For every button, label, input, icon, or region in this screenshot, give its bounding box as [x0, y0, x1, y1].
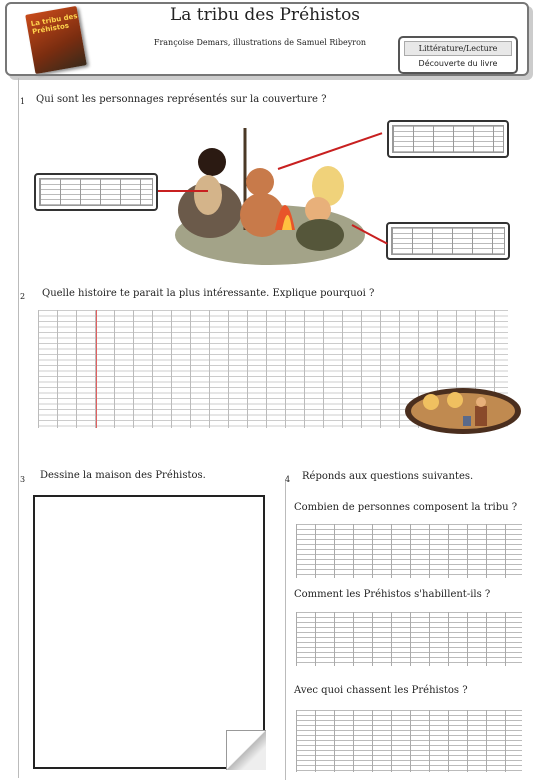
page-fold-corner	[226, 730, 266, 770]
drawing-box[interactable]	[33, 495, 265, 769]
question-1-text: Qui sont les personnages représentés sur la couverture ?	[36, 94, 327, 105]
page-subtitle: Françoise Demars, illustrations de Samuel Ribeyron	[153, 38, 367, 47]
sub-answer-lines-2[interactable]	[296, 612, 522, 666]
question-2-number: 2	[20, 292, 26, 301]
book-cover-image	[25, 6, 87, 74]
question-2-text: Quelle histoire te parait la plus intéressante. Explique pourquoi ?	[42, 288, 375, 299]
question-3-number: 3	[20, 475, 26, 484]
subject-tag	[398, 36, 518, 74]
question-4-number: 4	[285, 475, 291, 484]
question-4-text: Réponds aux questions suivantes.	[302, 471, 474, 482]
arrow-to-left-box	[158, 190, 208, 192]
sub-answer-lines-1[interactable]	[296, 524, 522, 578]
question-1-number: 1	[20, 97, 26, 106]
question-3-text: Dessine la maison des Préhistos.	[40, 470, 206, 481]
writing-margin-line	[96, 310, 97, 428]
page-title: La tribu des Préhistos	[169, 5, 361, 25]
sub-question-2: Comment les Préhistos s'habillent-ils ?	[294, 589, 491, 600]
subject-label: Littérature/Lecture	[404, 41, 512, 56]
column-divider	[285, 480, 286, 780]
cover-characters-illustration	[170, 120, 370, 280]
margin-divider	[18, 78, 19, 778]
answer-box-top-right[interactable]	[387, 120, 509, 158]
book-cover-text: La tribu des Préhistos	[30, 11, 79, 36]
answer-box-left[interactable]	[34, 173, 158, 211]
sub-answer-lines-3[interactable]	[296, 710, 522, 772]
section-label: Découverte du livre	[418, 59, 498, 68]
sub-question-1: Combien de personnes composent la tribu ?	[294, 502, 518, 513]
cave-illustration	[405, 386, 525, 436]
sub-question-3: Avec quoi chassent les Préhistos ?	[294, 685, 468, 696]
answer-box-bottom-right[interactable]	[386, 222, 510, 260]
